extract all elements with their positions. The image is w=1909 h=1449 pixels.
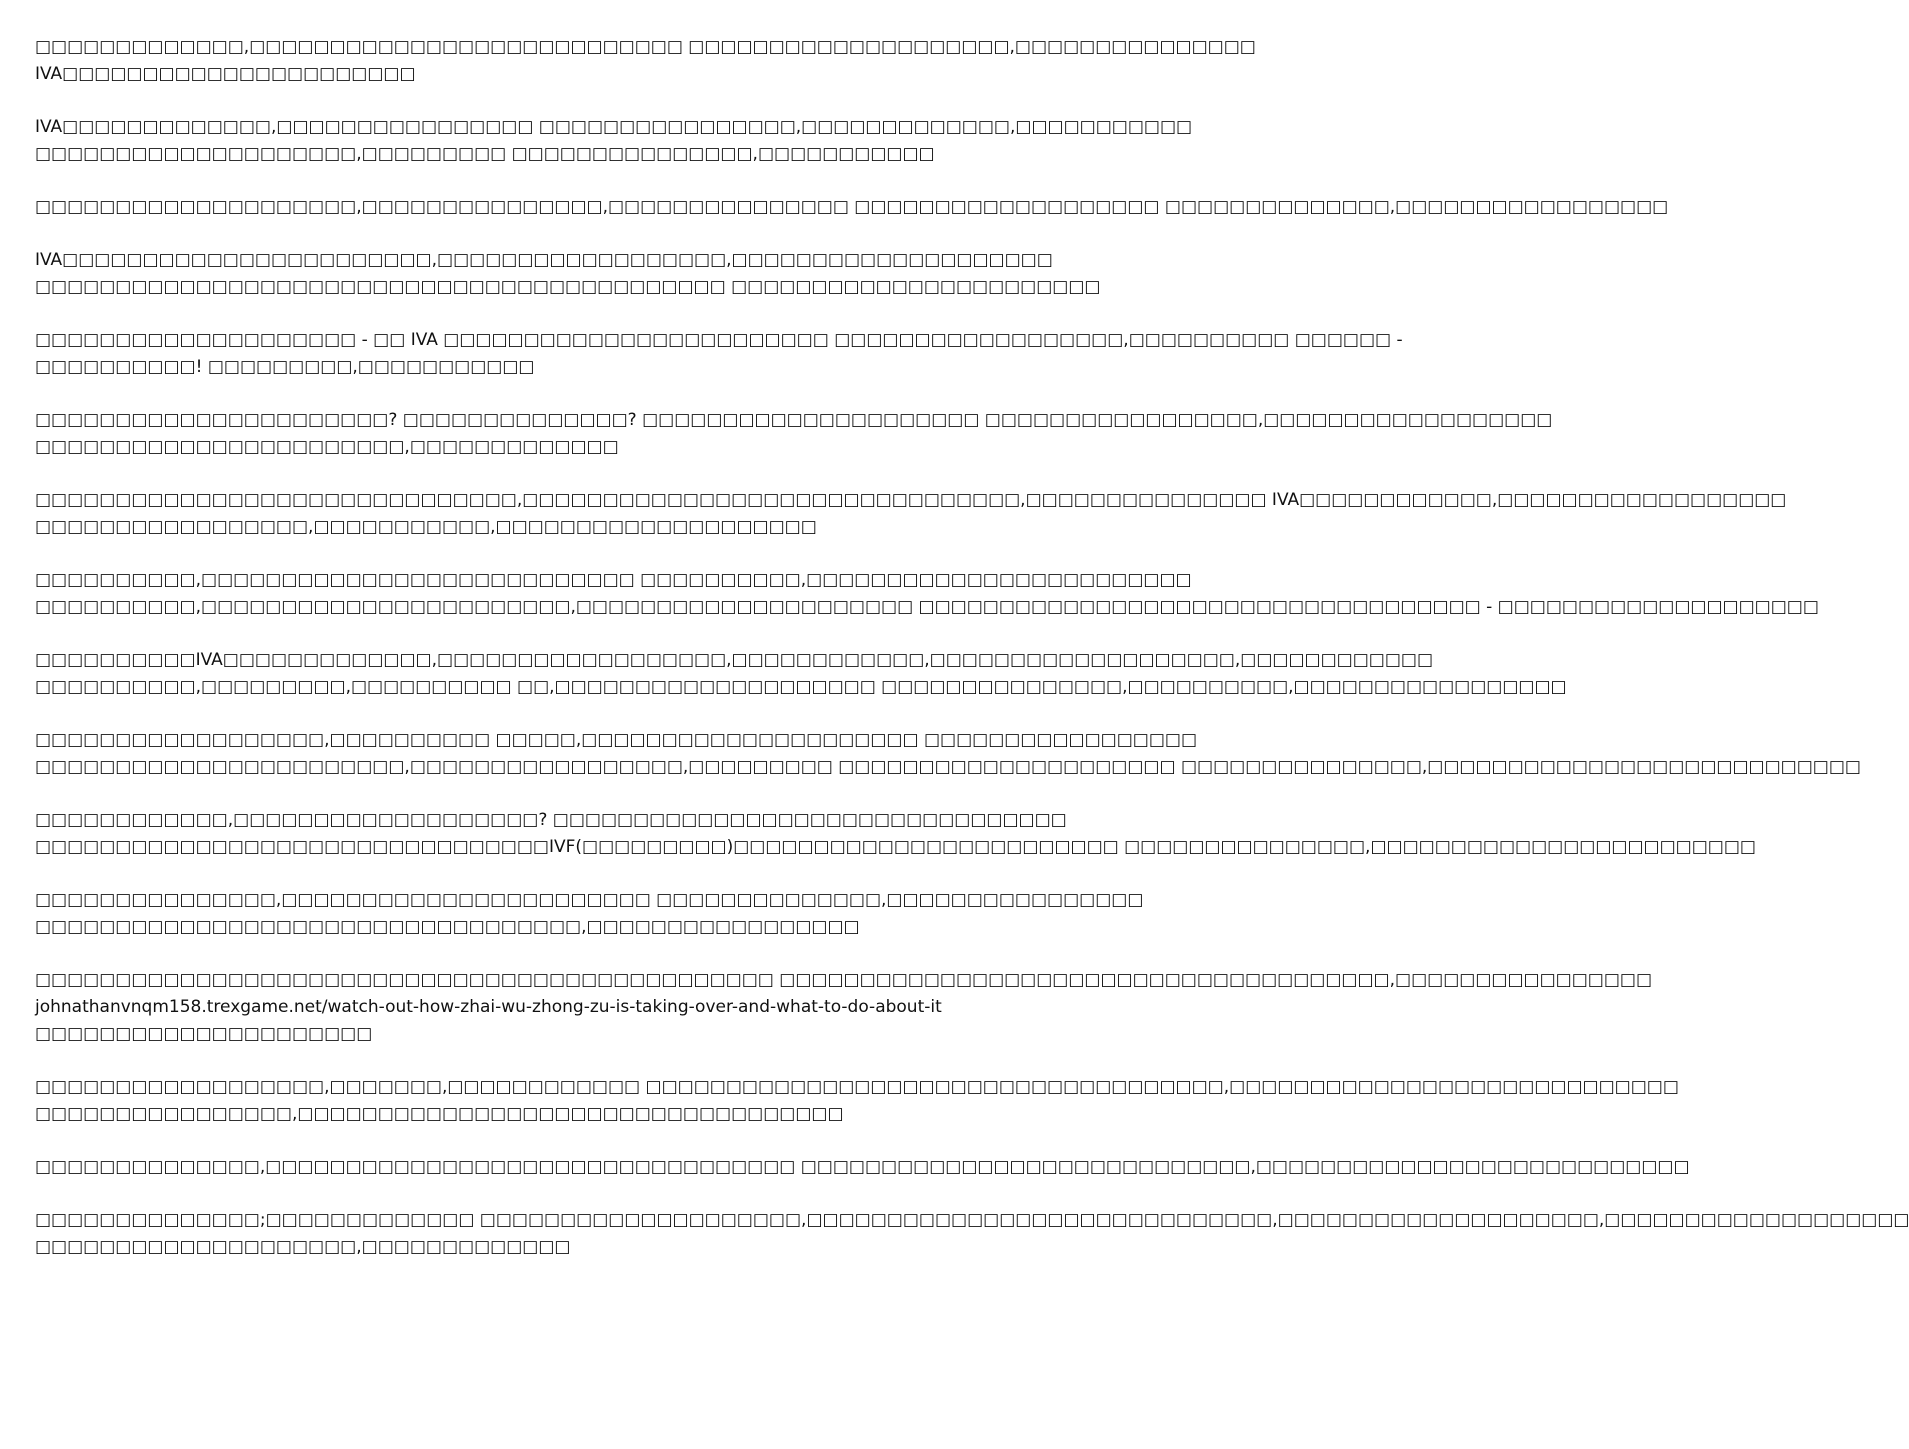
paragraph-10 (35, 727, 1861, 781)
paragraph-2 (35, 114, 1193, 168)
paragraph-11 (35, 807, 1756, 861)
paragraph-line: □□□□□□□□□□! □□□□□□□□□,□□□□□□□□□□□ (35, 357, 535, 377)
paragraph-12 (35, 887, 1144, 941)
paragraph-6 (35, 407, 1553, 461)
paragraph-line: □□□□□□□□□□,□□□□□□□□□,□□□□□□□□□□ □□,□□□□□□□□□□□□□□□□□□□□ □□□□□□□□□□□□□□□,□□□□□□□□□□,□□□□□□□□□□□□□□□□□ (35, 677, 1567, 697)
paragraph-url: johnathanvnqm158.trexgame.net/watch-out-how-zhai-wu-zhong-zu-is-taking-over-and-what-to-do-about-it (35, 997, 942, 1017)
document-body (35, 34, 1909, 1287)
paragraph-line: IVA□□□□□□□□□□□□□,□□□□□□□□□□□□□□□□ □□□□□□□□□□□□□□□□,□□□□□□□□□□□□□,□□□□□□□□□□□ (35, 117, 1193, 137)
paragraph-line: □□□□□□□□□□□□□□□□,□□□□□□□□□□□□□□□□□□□□□□□□□□□□□□□□□□ (35, 1104, 844, 1124)
paragraph-1 (35, 34, 1256, 88)
paragraph-9 (35, 647, 1567, 701)
paragraph-line: □□□□□□□□□□□□□□□□□□□□□□□□□□□□□□,□□□□□□□□□□□□□□□□□□□□□□□□□□□□□□□,□□□□□□□□□□□□□□□ IVA□□□□□□□□□□□□,□□□□□□□□□□□□□□□□□□ (35, 490, 1787, 510)
paragraph-line: □□□□□□□□□□□□□□□□□□□□□□□□□□□□□□□□□□□□□□□□□□□ □□□□□□□□□□□□□□□□□□□□□□□ (35, 277, 1101, 297)
paragraph-line: □□□□□□□□□□□□□□□,□□□□□□□□□□□□□□□□□□□□□□□ □□□□□□□□□□□□□□,□□□□□□□□□□□□□□□□ (35, 890, 1144, 910)
paragraph-line: □□□□□□□□□□□□□□□□□□,□□□□□□□□□□ □□□□□,□□□□□□□□□□□□□□□□□□□□□ □□□□□□□□□□□□□□□□□ (35, 730, 1198, 750)
paragraph-line: □□□□□□□□□□□□□□□□□□□□□□□,□□□□□□□□□□□□□□□□□,□□□□□□□□□ □□□□□□□□□□□□□□□□□□□□□ □□□□□□□□□□□□□□□,□□□□□□□□□□□□□□□□□□□□□□□□□□□ (35, 757, 1861, 777)
paragraph-15 (35, 1154, 1690, 1181)
paragraph-line: IVA□□□□□□□□□□□□□□□□□□□□□□ (35, 64, 416, 84)
paragraph-line: □□□□□□□□□□□□□□□□□□□□□ (35, 1024, 373, 1044)
paragraph-5 (35, 327, 1403, 381)
paragraph-line: □□□□□□□□□□□□□□□□□□□□□□□□□□□□□□□□□□,□□□□□□□□□□□□□□□□□ (35, 917, 860, 937)
paragraph-line: □□□□□□□□□□□□,□□□□□□□□□□□□□□□□□□□? □□□□□□□□□□□□□□□□□□□□□□□□□□□□□□□□ (35, 810, 1067, 830)
paragraph-3 (35, 194, 1669, 221)
paragraph-line: □□□□□□□□□□□□□□□□□□□□ - □□ IVA □□□□□□□□□□□□□□□□□□□□□□□□ □□□□□□□□□□□□□□□□□□,□□□□□□□□□□ □□□□□□ - (35, 330, 1403, 350)
paragraph-line: □□□□□□□□□□□□□□□□□□,□□□□□□□,□□□□□□□□□□□□ □□□□□□□□□□□□□□□□□□□□□□□□□□□□□□□□□□□□,□□□□□□□□□□□□□□□□□□□□□□□□□□□□ (35, 1077, 1679, 1097)
paragraph-line: □□□□□□□□□□□□□□□□□□□□□□□□□□□□□□□□IVF(□□□□□□□□□)□□□□□□□□□□□□□□□□□□□□□□□□ □□□□□□□□□□□□□□□,□□□□□□□□□□□□□□□□□□□□□□□□ (35, 837, 1756, 857)
paragraph-14 (35, 1074, 1679, 1128)
paragraph-line: □□□□□□□□□□□□□□,□□□□□□□□□□□□□□□□□□□□□□□□□□□□□□□□□ □□□□□□□□□□□□□□□□□□□□□□□□□□□□,□□□□□□□□□□□□□□□□□□□□□□□□□□□ (35, 1157, 1690, 1177)
paragraph-line: □□□□□□□□□□□□□□□□□□□□□□□□□□□□□□□□□□□□□□□□□□□□□□ □□□□□□□□□□□□□□□□□□□□□□□□□□□□□□□□□□□□□□,□□□□□□□□□□□□□□□□ (35, 970, 1653, 990)
paragraph-line: □□□□□□□□□□□□□□;□□□□□□□□□□□□□ □□□□□□□□□□□□□□□□□□□□,□□□□□□□□□□□□□□□□□□□□□□□□□□□□□,□□□□□□□□□□□□□□□□□□□□,□□□□□□□□□□□□□□□□□□□ (35, 1210, 1909, 1230)
paragraph-8 (35, 567, 1819, 621)
paragraph-7 (35, 487, 1787, 541)
paragraph-16 (35, 1207, 1909, 1261)
paragraph-line: □□□□□□□□□□□□□□□□□□□□□□□,□□□□□□□□□□□□□ (35, 437, 619, 457)
paragraph-13 (35, 967, 1653, 1048)
paragraph-4 (35, 247, 1101, 301)
paragraph-line: □□□□□□□□□□□□□□□□□□□□,□□□□□□□□□□□□□□□,□□□□□□□□□□□□□□□ □□□□□□□□□□□□□□□□□□□ □□□□□□□□□□□□□□,□□□□□□□□□□□□□□□□□ (35, 197, 1669, 217)
paragraph-line: □□□□□□□□□□□□□□□□□□□□,□□□□□□□□□□□□□ (35, 1237, 571, 1257)
paragraph-line: □□□□□□□□□□□□□,□□□□□□□□□□□□□□□□□□□□□□□□□□□ □□□□□□□□□□□□□□□□□□□□,□□□□□□□□□□□□□□□ (35, 37, 1256, 57)
paragraph-line: □□□□□□□□□□,□□□□□□□□□□□□□□□□□□□□□□□□□□□ □□□□□□□□□□,□□□□□□□□□□□□□□□□□□□□□□□□ (35, 570, 1192, 590)
paragraph-line: □□□□□□□□□□,□□□□□□□□□□□□□□□□□□□□□□□,□□□□□□□□□□□□□□□□□□□□□ □□□□□□□□□□□□□□□□□□□□□□□□□□□□□□□□□□□ - □□□□□□□□□□□□□□□□□□□□ (35, 597, 1819, 617)
paragraph-line: □□□□□□□□□□□□□□□□□□□□,□□□□□□□□□ □□□□□□□□□□□□□□□,□□□□□□□□□□□ (35, 144, 935, 164)
paragraph-line: □□□□□□□□□□□□□□□□□,□□□□□□□□□□□,□□□□□□□□□□□□□□□□□□□□ (35, 517, 817, 537)
paragraph-line: □□□□□□□□□□□□□□□□□□□□□□? □□□□□□□□□□□□□□? □□□□□□□□□□□□□□□□□□□□□ □□□□□□□□□□□□□□□□□,□□□□□□□□□□□□□□□□□□ (35, 410, 1553, 430)
paragraph-line: □□□□□□□□□□IVA□□□□□□□□□□□□□,□□□□□□□□□□□□□□□□□□,□□□□□□□□□□□□,□□□□□□□□□□□□□□□□□□□,□□□□□□□□□□□□ (35, 650, 1434, 670)
paragraph-line: IVA□□□□□□□□□□□□□□□□□□□□□□□,□□□□□□□□□□□□□□□□□□,□□□□□□□□□□□□□□□□□□□□ (35, 250, 1053, 270)
